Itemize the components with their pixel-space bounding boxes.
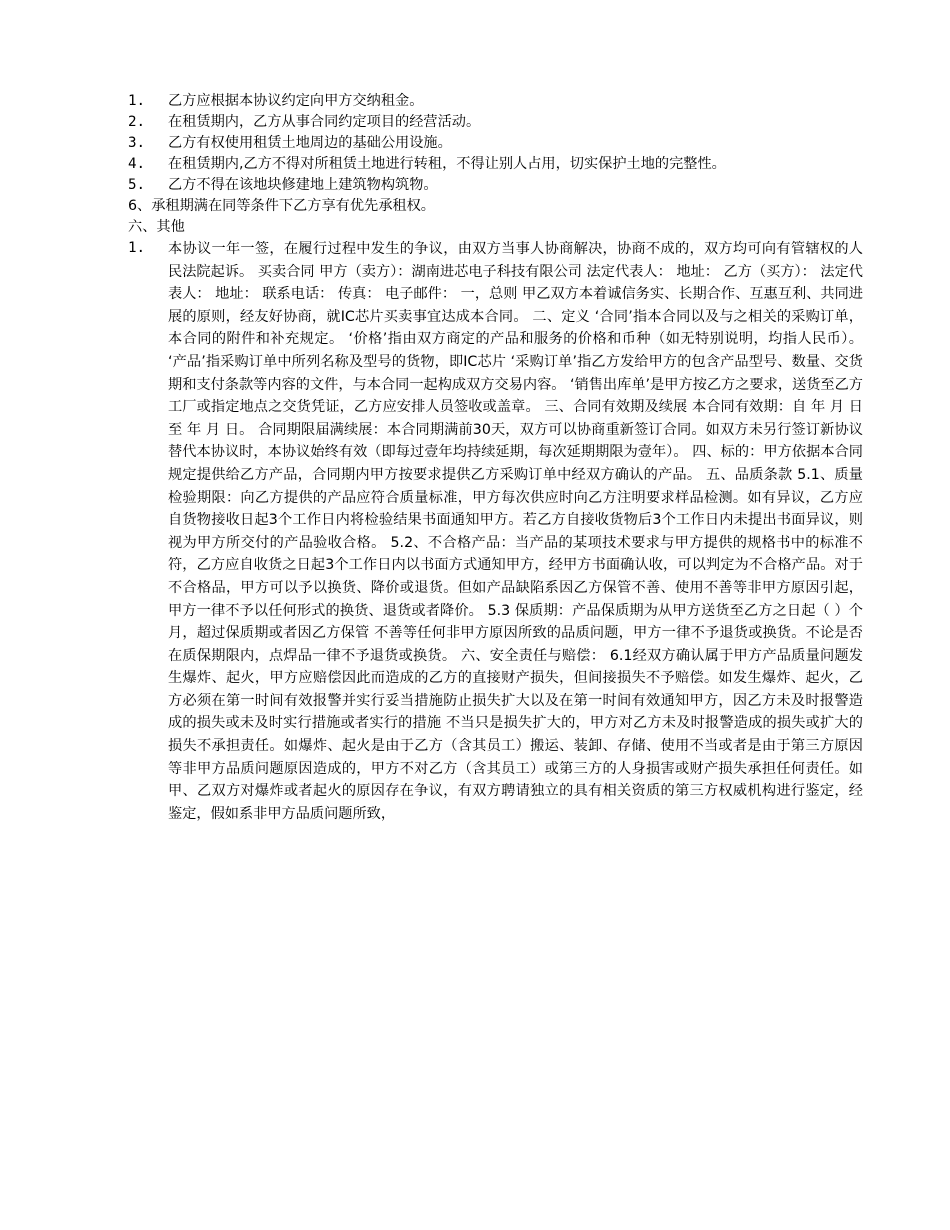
- item-number: 1.: [128, 93, 146, 109]
- section-heading: [128, 217, 863, 238]
- item-number: 4.: [128, 156, 146, 172]
- item-text: 在租赁期内，乙方从事合同约定项目的经营活动。: [168, 114, 481, 130]
- item-text: 乙方应根据本协议约定向甲方交纳租金。: [168, 93, 424, 109]
- list-item: [128, 238, 863, 825]
- section-title: 六、其他: [128, 219, 185, 235]
- item-number: 2.: [128, 114, 146, 130]
- list-item: [128, 175, 863, 196]
- contract-body-paragraph: 本协议一年一签，在履行过程中发生的争议，由双方当事人协商解决，协商不成的，双方均可向有管辖权的人民法院起诉。 买卖合同 甲方（卖方）：湖南进芯电子科技有限公司 法定代表人： 地址： 乙方（买方）： 法定代表人： 地址： 联系电话： 传真： 电子邮件： 一，总则 甲乙双方本着诚信务实、长期合作、互惠互利、共同进展的原则，经友好协商，就IC芯片买卖事宜达成本合同。 二、定义 ‘合同’指本合同以及与之相关的采购订单，本合同的附件和补充规定。 ‘价格’指由双方商定的产品和服务的价格和币种（如无特别说明，均指人民币）。 ‘产品’指采购订单中所列名称及型号的货物，即IC芯片 ‘采购订单’指乙方发给甲方的包含产品型号、数量、交货期和支付条款等内容的文件，与本合同一起构成双方交易内容。 ‘销售出库单’是甲方按乙方之要求，送货至乙方工厂或指定地点之交货凭证，乙方应安排人员签收或盖章。 三、合同有效期及续展 本合同有效期：自 年 月 日至 年 月 日。 合同期限届满续展：本合同期满前30天，双方可以协商重新签订合同。如双方未另行签订新协议替代本协议时，本协议始终有效（即每过壹年均持续延期，每次延期期限为壹年）。 四、标的：甲方依据本合同规定提供给乙方产品，合同期内甲方按要求提供乙方采购订单中经双方确认的产品。 五、品质条款 5.1、质量检验期限：向乙方提供的产品应符合质量标准，甲方每次供应时向乙方注明要求样品检测。如有异议，乙方应自货物接收日起3个工作日内将检验结果书面通知甲方。若乙方自接收货物后3个工作日内未提出书面异议，则视为甲方所交付的产品验收合格。 5.2、不合格产品：当产品的某项技术要求与甲方提供的规格书中的标准不符，乙方应自收货之日起3个工作日内以书面方式通知甲方，经甲方书面确认收，可以判定为不合格产品。对于不合格品，甲方可以予以换货、降价或退货。但如产品缺陷系因乙方保管不善、使用不善等非甲方原因引起，甲方一律不予以任何形式的换货、退货或者降价。 5.3 保质期：产品保质期为从甲方送货至乙方之日起（ ）个月，超过保质期或者因乙方保管 不善等任何非甲方原因所致的品质问题，甲方一律不予退货或换货。不论是否在质保期限内，点焊品一律不予退货或换货。 六、安全责任与赔偿： 6.1经双方确认属于甲方产品质量问题发生爆炸、起火，甲方应赔偿因此而造成的乙方的直接财产损失，但间接损失不予赔偿。如发生爆炸、起火，乙方必须在第一时间有效报警并实行妥当措施防止损失扩大以及在第一时间有效通知甲方，因乙方未及时报警造成的损失或未及时实行措施或者实行的措施 不当只是损失扩大的，甲方对乙方未及时报警造成的损失或扩大的损失不承担责任。如爆炸、起火是由于乙方（含其员工）搬运、装卸、存储、使用不当或者是由于第三方原因等非甲方品质问题原因造成的，甲方不对乙方（含其员工）或第三方的人身损害或财产损失承担任何责任。如甲、乙双方对爆炸或者起火的原因存在争议，有双方聘请独立的具有相关资质的第三方权威机构进行鉴定，经鉴定，假如系非甲方品质问题所致，: [168, 241, 863, 822]
- list-item: [128, 91, 863, 112]
- contract-text: [128, 91, 863, 825]
- list-item: [128, 133, 863, 154]
- item-text: 6、承租期满在同等条件下乙方享有优先承租权。: [128, 198, 435, 214]
- item-text: 在租赁期内,乙方不得对所租赁土地进行转租，不得让别人占用，切实保护土地的完整性。: [168, 156, 726, 172]
- item-text: 乙方不得在该地块修建地上建筑物构筑物。: [168, 177, 438, 193]
- item-number: 5.: [128, 177, 146, 193]
- list-item: [128, 154, 863, 175]
- item-text: 乙方有权使用租赁土地周边的基础公用设施。: [168, 135, 452, 151]
- list-item: [128, 112, 863, 133]
- item-number: 3.: [128, 135, 146, 151]
- list-item: [128, 196, 863, 217]
- item-number: 1.: [128, 240, 146, 256]
